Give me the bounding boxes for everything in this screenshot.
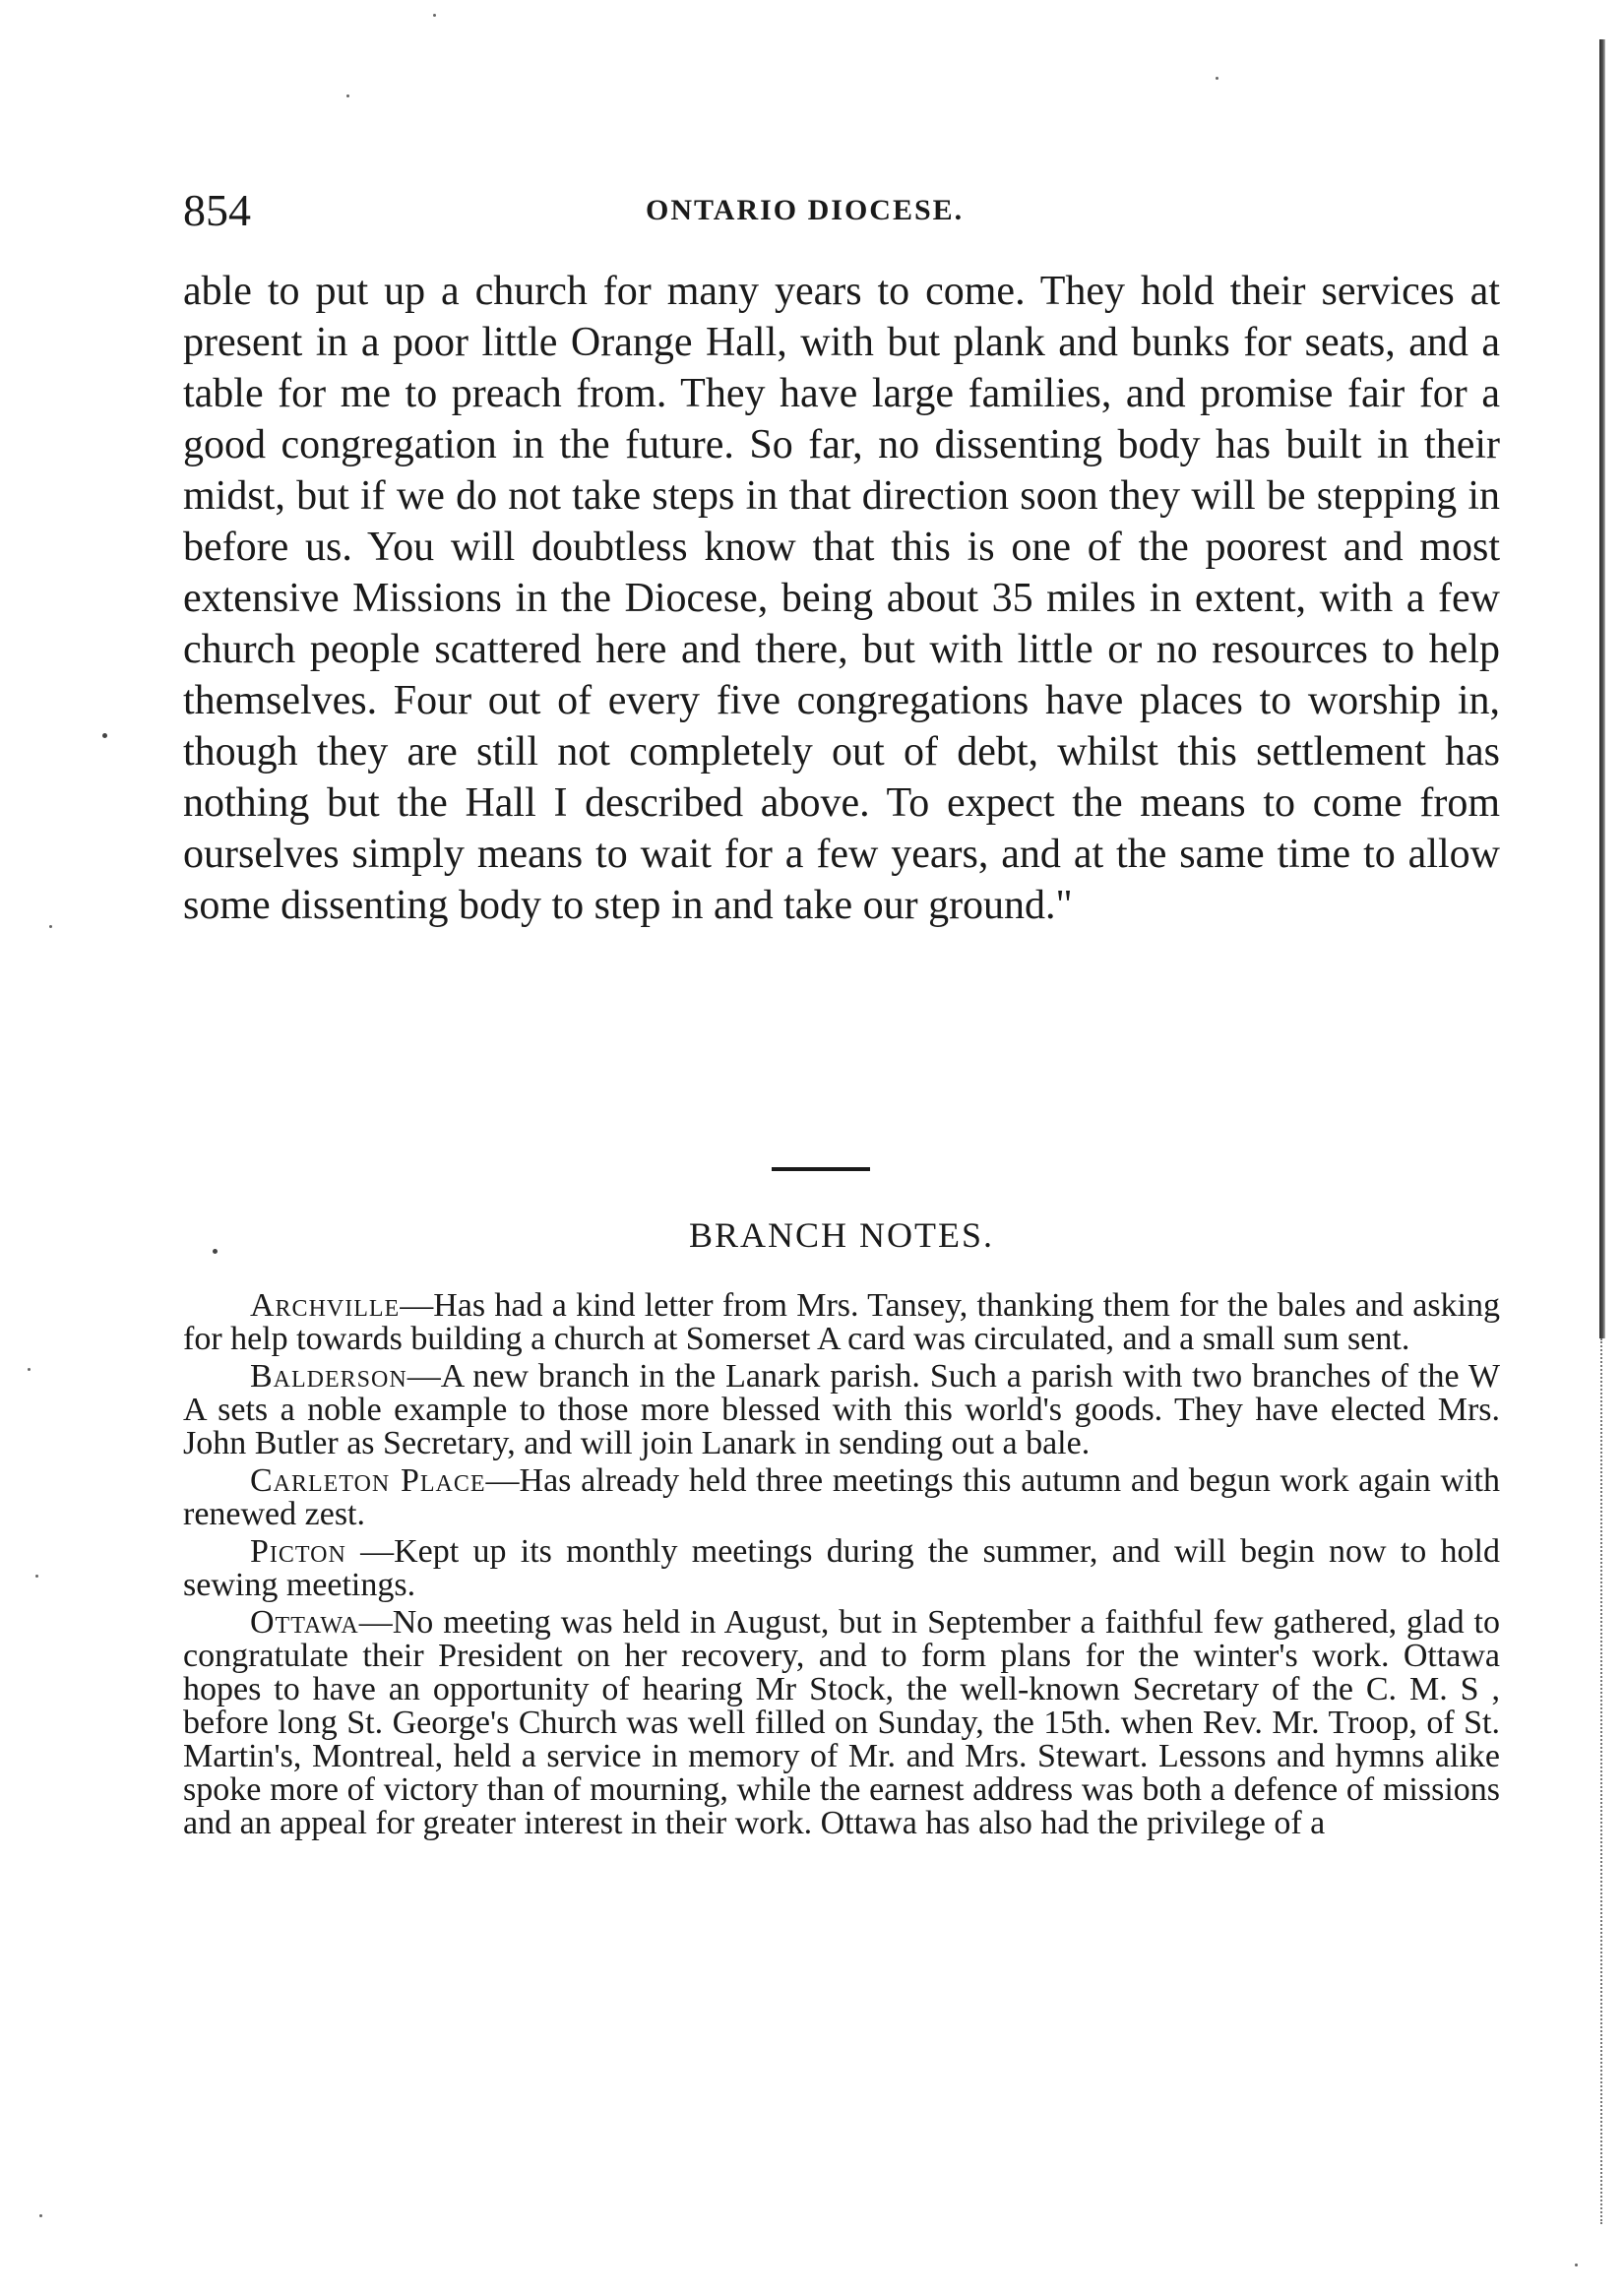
scan-speck <box>1216 77 1218 80</box>
scan-speck <box>49 925 52 928</box>
scan-speck <box>102 733 107 738</box>
branch-note <box>183 1360 1500 1460</box>
branch-note <box>183 1289 1500 1356</box>
body-paragraph: able to put up a church for many years to come. They hold their services at present in a poor little Orange Hall, with but plank and bunks for seats, and a table for me to preach from. They have large families, and promise fair for a good congregation in the future. So far, no dissenting body has built in their midst, but if we do not take steps in that direction soon they will be stepping in before us. You will doubtless know that this is one of the poorest and most extensive Missions in the Diocese, being about 35 miles in extent, with a few church people scattered here and there, but with little or no resources to help themselves. Four out of every five congregations have places to worship in, though they are still not completely out of debt, whilst this settlement has nothing but the Hall I described above. To expect the means to come from ourselves simply means to wait for a few years, and at the same time to allow some dissenting body to step in and take our ground." <box>183 269 1500 928</box>
branch-note <box>183 1606 1500 1840</box>
branch-note <box>183 1464 1500 1531</box>
branch-note-text: —Kept up its monthly meetings during the summer, and will begin now to hold sewing meetings. <box>183 1533 1500 1603</box>
branch-name: Ottawa <box>250 1604 359 1641</box>
section-divider <box>772 1167 870 1171</box>
branch-notes <box>183 1289 1500 1844</box>
scan-speck <box>346 94 349 97</box>
scan-speck <box>39 2214 42 2217</box>
binding-edge <box>1599 39 1605 1338</box>
branch-name: Carleton Place <box>250 1462 486 1499</box>
branch-name: Picton <box>250 1533 346 1570</box>
branch-note <box>183 1535 1500 1602</box>
scan-speck <box>28 1368 31 1371</box>
page-header <box>183 181 1492 240</box>
scan-speck <box>1575 2264 1578 2266</box>
branch-note-text: —No meeting was held in August, but in September a faithful few gathered, glad to congratulate their President on her recovery, and to form plans for the winter's work. Ottawa hopes to have an opportunity of hearing Mr Stock, the well-known Secretary of the C. M. S , before long St. George's Church was well filled on Sunday, the 15th. when Rev. Mr. Troop, of St. Martin's, Montreal, held a service in memory of Mr. and Mrs. Stewart. Lessons and hymns alike spoke more of victory than of mourning, while the earnest address was both a defence of missions and an appeal for greater interest in their work. Ottawa has also had the privilege of a <box>183 1604 1500 1841</box>
branch-note-text: —Has had a kind letter from Mrs. Tansey, thanking them for the bales and asking for help towards building a church at Somerset A card was circulated, and a small sum sent. <box>183 1287 1500 1357</box>
running-head: ONTARIO DIOCESE. <box>646 194 965 226</box>
branch-note-text: —Has already held three meetings this autumn and begun work again with renewed zest. <box>183 1462 1500 1532</box>
branch-note-text: —A new branch in the Lanark parish. Such a parish with two branches of the W A sets a noble example to those more blessed with this world's goods. They have elected Mrs. John Butler as Secretary, and will join Lanark in sending out a bale. <box>183 1358 1500 1461</box>
branch-name: Balderson <box>250 1358 407 1395</box>
page-number: 854 <box>183 185 251 235</box>
binding-edge-dots <box>1600 1338 1604 2224</box>
section-title: BRANCH NOTES. <box>688 1215 995 1255</box>
branch-name: Archville <box>250 1287 401 1324</box>
scan-speck <box>433 14 436 17</box>
scan-speck <box>35 1575 38 1578</box>
